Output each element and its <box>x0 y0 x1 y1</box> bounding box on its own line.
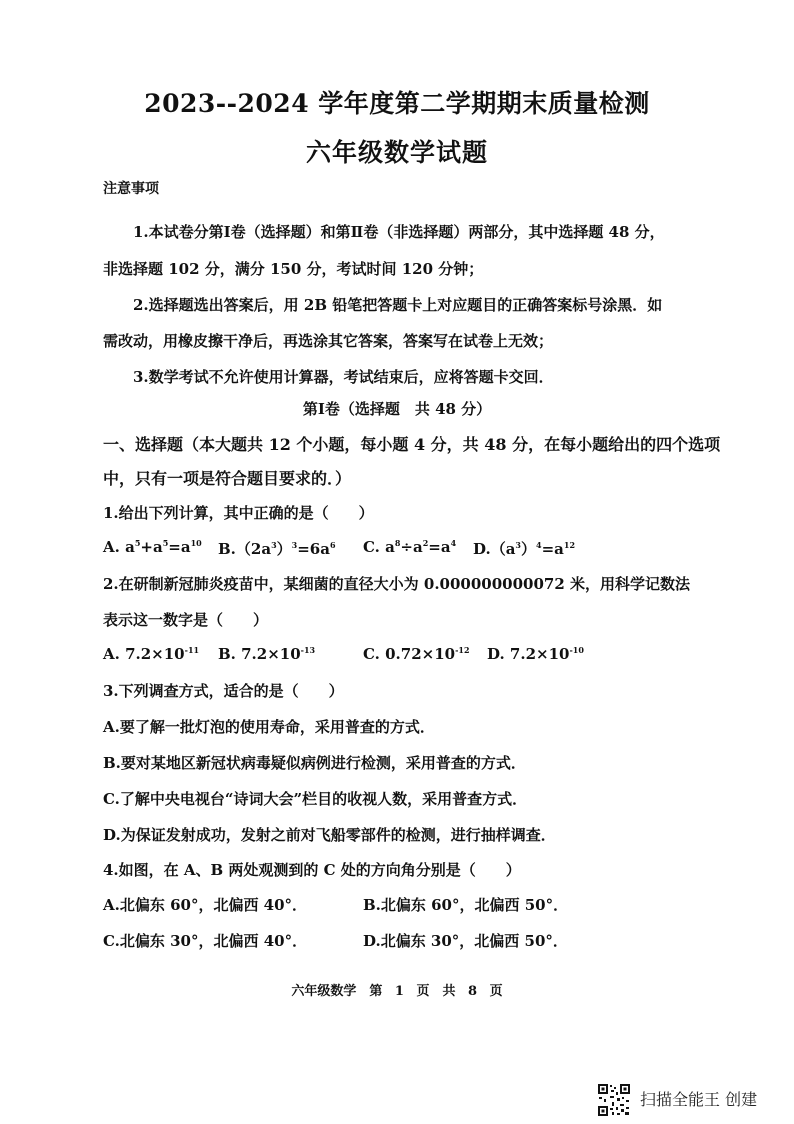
notice-item-1: 1.本试卷分第Ⅰ卷（选择题）和第Ⅱ卷（非选择题）两部分，其中选择题 48 分， <box>133 223 665 241</box>
question-1-option-c: C. $a^8\div a^2=a^4$ <box>363 538 457 556</box>
part-intro-cont: 中，只有一项是符合题目要求的．） <box>103 469 352 488</box>
question-2-option-b: B. $7.2\times 10^{-13}$ <box>218 645 316 663</box>
question-4-stem: 4.如图，在 A、B 两处观测到的 C 处的方向角分别是（ ） <box>103 861 521 879</box>
question-3-option-c: C.了解中央电视台“诗词大会”栏目的收视人数，采用普查方式． <box>103 790 528 808</box>
qr-code-icon <box>597 1083 631 1117</box>
exam-title: 2023--2024 学年度第二学期期末质量检测 <box>144 89 650 118</box>
notice-item-3: 3.数学考试不允许使用计算器，考试结束后，应将答题卡交回． <box>133 368 554 386</box>
notice-item-2-cont: 需改动，用橡皮擦干净后，再选涂其它答案，答案写在试卷上无效； <box>103 332 554 350</box>
part-intro: 一、选择题（本大题共 12 个小题，每小题 4 分，共 48 分，在每小题给出的四个选项 <box>103 435 721 454</box>
question-2-stem: 2.在研制新冠肺炎疫苗中，某细菌的直径大小为 0.000000000072 米，用科学记数法 <box>103 575 691 593</box>
question-3-option-b: B.要对某地区新冠状病毒疑似病例进行检测，采用普查的方式． <box>103 754 526 772</box>
page-footer: 六年级数学 第 1 页 共 8 页 <box>291 984 503 999</box>
question-3-option-d: D.为保证发射成功，发射之前对飞船零部件的检测，进行抽样调查． <box>103 826 556 844</box>
question-1-option-d: $D.(a^3)^4=a^{12}$ <box>473 540 576 558</box>
notice-item-2: 2.选择题选出答案后，用 2B 铅笔把答题卡上对应题目的正确答案标号涂黑．如 <box>133 296 663 314</box>
question-1-option-a: A. $a^5+a^5=a^{10}$ <box>103 538 202 556</box>
question-4-option-b: B.北偏东 60°，北偏西 50°． <box>363 896 569 914</box>
question-1-stem: 1.给出下列计算，其中正确的是（ ） <box>103 504 374 522</box>
question-3-option-a: A.要了解一批灯泡的使用寿命，采用普查的方式． <box>103 718 435 736</box>
question-2-option-d: D. $7.2\times 10^{-10}$ <box>487 645 584 663</box>
question-4-option-c: C.北偏东 30°，北偏西 40°． <box>103 932 308 950</box>
question-2-option-a: A. $7.2\times 10^{-11}$ <box>103 645 200 663</box>
notice-item-1-cont: 非选择题 102 分，满分 150 分，考试时间 120 分钟； <box>103 260 484 278</box>
question-1-option-b: $B.(2a^3)^3=6a^6$ <box>218 540 336 558</box>
exam-subtitle: 六年级数学试题 <box>305 138 488 167</box>
question-4-option-d: D.北偏东 30°，北偏西 50°． <box>363 932 568 950</box>
notice-heading: 注意事项 <box>103 181 159 197</box>
question-2-option-c: C. $0.72\times 10^{-12}$ <box>363 645 470 663</box>
question-4-option-a: A.北偏东 60°，北偏西 40°． <box>103 896 308 914</box>
question-3-stem: 3.下列调查方式，适合的是（ ） <box>103 682 344 700</box>
question-2-stem-cont: 表示这一数字是（ ） <box>103 611 269 629</box>
scanner-brand-label: 扫描全能王 创建 <box>640 1090 758 1109</box>
section-title: 第Ⅰ卷（选择题 共 48 分） <box>302 400 492 418</box>
